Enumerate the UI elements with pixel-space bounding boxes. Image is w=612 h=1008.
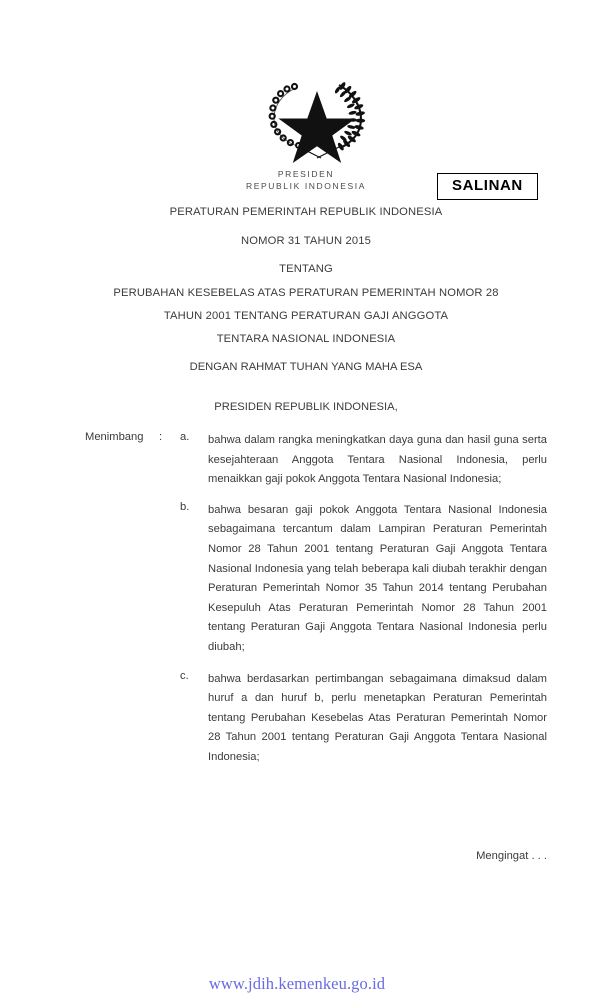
- emblem-caption: [0, 168, 612, 193]
- consideration-letter-c: c.: [180, 669, 189, 682]
- garuda-star-wreath-emblem: [263, 76, 371, 168]
- considerations-colon: :: [159, 431, 163, 443]
- title-line-subject-2: TAHUN 2001 TENTANG PERATURAN GAJI ANGGOTA: [163, 309, 449, 322]
- document-subtitle-block: [0, 362, 612, 413]
- considerations-label: Menimbang: [85, 431, 144, 443]
- emblem-caption-line-1: PRESIDEN: [277, 169, 335, 179]
- consideration-item-a: [0, 431, 612, 490]
- title-line-subject-3: TENTARA NASIONAL INDONESIA: [216, 333, 396, 346]
- page-catchword: Mengingat . . .: [476, 850, 547, 862]
- consideration-text-b: bahwa besaran gaji pokok Anggota Tentara Nasional Indonesia sebagaimana tercantum dalam Lampiran Peraturan Pemerintah Nomor 28 Tahun 2001 tentang Peraturan Gaji Anggota Tentara Nasional Indonesia yang telah beberapa kali diubah terakhir dengan Peraturan Pemerintah Nomor 35 Tahun 2014 tentang Perubahan Kesepuluh Atas Peraturan Pemerintah Nomor 28 Tahun 2001 tentang Peraturan Gaji Anggota Tentara Nasional Indonesia perlu diubah;: [208, 503, 547, 653]
- footer-url[interactable]: [0, 974, 612, 994]
- salinan-stamp-label: SALINAN: [452, 177, 523, 194]
- invocation-line: DENGAN RAHMAT TUHAN YANG MAHA ESA: [189, 361, 423, 373]
- title-line-subject-1: PERUBAHAN KESEBELAS ATAS PERATURAN PEMERINTAH NOMOR 28: [113, 286, 499, 299]
- consideration-text-a: bahwa dalam rangka meningkatkan daya guna dan hasil guna serta kesejahteraan Anggota Tentara Nasional Indonesia, perlu menaikkan gaji pokok Anggota Tentara Nasional Indonesia;: [208, 434, 547, 486]
- document-title-block: [0, 207, 612, 345]
- consideration-letter-a: a.: [180, 431, 190, 443]
- title-line-regulation: PERATURAN PEMERINTAH REPUBLIK INDONESIA: [169, 206, 443, 218]
- consideration-item-b: [0, 501, 612, 658]
- title-line-tentang: TENTANG: [279, 263, 333, 276]
- issuer-line: PRESIDEN REPUBLIK INDONESIA,: [214, 401, 398, 414]
- consideration-text-c: bahwa berdasarkan pertimbangan sebagaimana dimaksud dalam huruf a dan huruf b, perlu menetapkan Peraturan Pemerintah tentang Perubahan Kesebelas Atas Peraturan Pemerintah Nomor 28 Tahun 2001 tentang Peraturan Gaji Anggota Tentara Nasional Indonesia;: [208, 672, 547, 763]
- title-line-number: NOMOR 31 TAHUN 2015: [241, 235, 371, 248]
- footer-url-text[interactable]: www.jdih.kemenkeu.go.id: [208, 974, 386, 993]
- consideration-item-c: [0, 670, 612, 768]
- considerations-section: [0, 431, 612, 768]
- consideration-letter-b: b.: [180, 500, 190, 513]
- emblem-caption-line-2: REPUBLIK INDONESIA: [246, 181, 366, 192]
